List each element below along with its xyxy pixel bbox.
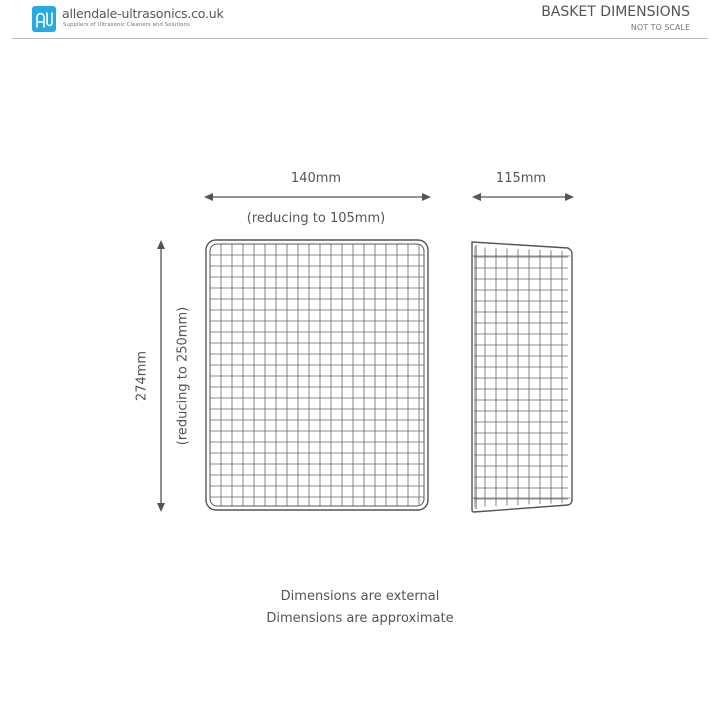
brand-tagline: Suppliers of Ultrasonic Cleaners and Solutions <box>63 22 190 28</box>
side-view-basket <box>472 242 572 512</box>
width-reduction-label: (reducing to 105mm) <box>246 211 386 226</box>
height-label: 274mm <box>134 350 150 402</box>
note-external: Dimensions are external <box>280 589 440 604</box>
brand-name[interactable]: allendale-ultrasonics.co.uk <box>62 6 224 21</box>
height-arrow <box>157 240 165 512</box>
front-view-basket <box>206 240 428 510</box>
height-reduction-label: (reducing to 250mm) <box>175 306 191 446</box>
depth-arrow <box>472 193 574 201</box>
depth-label: 115mm <box>495 171 547 186</box>
note-approximate: Dimensions are approximate <box>266 611 454 626</box>
page-title: BASKET DIMENSIONS <box>541 4 690 20</box>
notes <box>0 586 720 630</box>
page-subtitle: NOT TO SCALE <box>630 23 690 32</box>
width-arrow <box>204 193 431 201</box>
width-label: 140mm <box>290 171 342 186</box>
